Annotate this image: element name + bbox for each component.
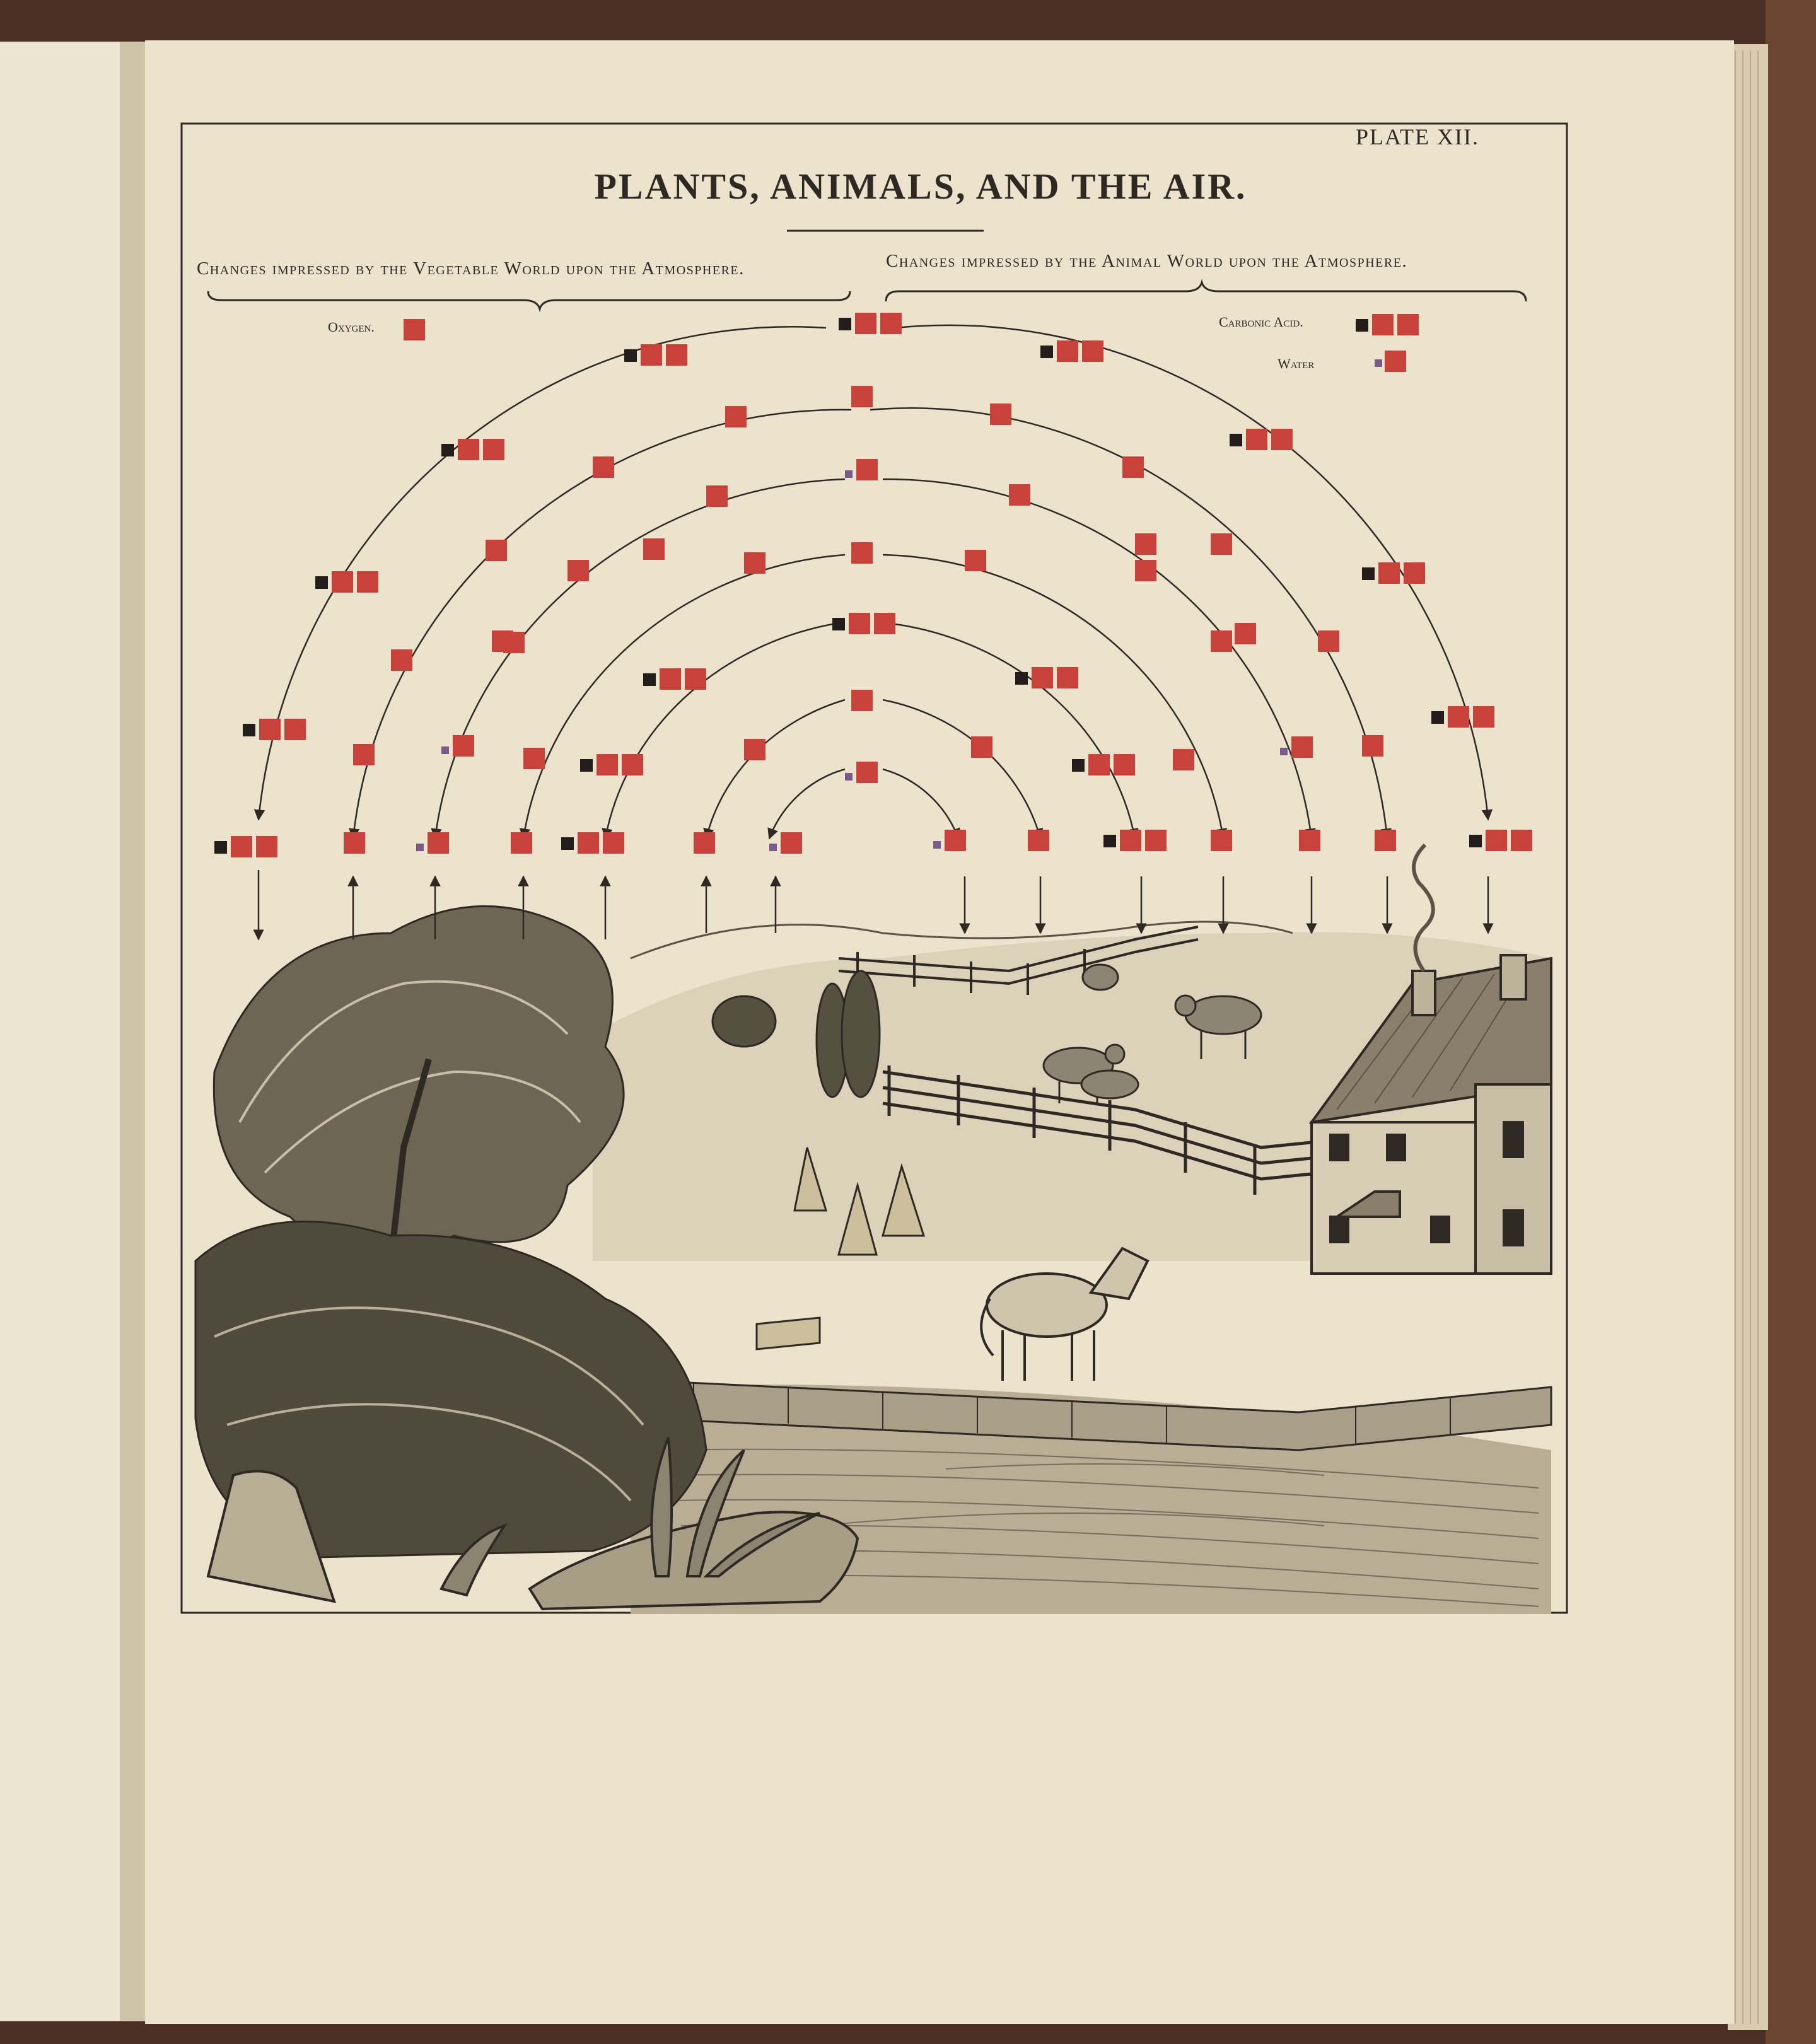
oxygen-square xyxy=(706,485,728,507)
oxygen-square xyxy=(256,836,277,857)
oxygen-square xyxy=(332,571,353,593)
carbon-square xyxy=(1431,711,1444,724)
oxygen-square xyxy=(1122,456,1144,478)
oxygen-square xyxy=(666,344,687,366)
oxygen-square xyxy=(1211,630,1232,652)
oxygen-square xyxy=(1028,830,1049,851)
oxygen-square xyxy=(694,832,715,854)
oxygen-square xyxy=(855,313,876,334)
water-square xyxy=(441,746,449,754)
oxygen-square xyxy=(1135,533,1156,555)
oxygen-square xyxy=(1135,560,1156,581)
oxygen-square xyxy=(404,319,425,340)
oxygen-square xyxy=(851,690,873,711)
carbon-square xyxy=(561,837,574,850)
oxygen-square xyxy=(486,540,507,561)
oxygen-square xyxy=(1057,667,1078,688)
oxygen-square xyxy=(353,744,375,765)
oxygen-square xyxy=(1057,340,1078,362)
oxygen-square xyxy=(1448,706,1469,728)
oxygen-square xyxy=(874,613,895,634)
oxygen-square xyxy=(641,344,662,366)
oxygen-square xyxy=(453,735,474,757)
oxygen-square xyxy=(231,836,252,857)
water-square xyxy=(845,773,853,781)
carbon-square xyxy=(1072,759,1085,772)
oxygen-square xyxy=(1009,484,1030,506)
oxygen-square xyxy=(428,832,449,854)
carbon-square xyxy=(1469,835,1482,847)
carbon-square xyxy=(243,724,255,736)
oxygen-square xyxy=(284,719,306,740)
oxygen-square xyxy=(578,832,599,854)
carbon-square xyxy=(1015,672,1028,685)
oxygen-square xyxy=(259,719,281,740)
oxygen-square xyxy=(725,406,747,427)
plate-number: PLATE XII. xyxy=(1356,124,1479,149)
oxygen-square xyxy=(1246,429,1267,450)
oxygen-square xyxy=(1120,830,1141,851)
oxygen-square xyxy=(945,830,966,851)
oxygen-square xyxy=(685,668,706,690)
oxygen-square xyxy=(643,538,665,560)
oxygen-square xyxy=(344,832,365,854)
oxygen-square xyxy=(603,832,624,854)
carbon-square xyxy=(580,759,593,772)
oxygen-square xyxy=(1235,623,1256,644)
legend-oxygen-label: Oxygen. xyxy=(328,319,375,335)
carbon-square xyxy=(624,349,637,362)
water-square xyxy=(1375,359,1382,367)
oxygen-square xyxy=(523,748,545,769)
oxygen-square xyxy=(781,832,802,854)
oxygen-square xyxy=(568,560,589,581)
oxygen-square xyxy=(622,754,643,775)
page-title: PLANTS, ANIMALS, AND THE AIR. xyxy=(594,166,1247,207)
oxygen-square xyxy=(1473,706,1494,728)
oxygen-square xyxy=(483,439,504,460)
oxygen-square xyxy=(1032,667,1053,688)
oxygen-square xyxy=(965,550,986,571)
oxygen-square xyxy=(856,762,878,783)
landscape-engraving xyxy=(195,845,1551,1614)
oxygen-square xyxy=(593,456,614,478)
oxygen-square xyxy=(1362,735,1383,757)
oxygen-square xyxy=(1299,830,1320,851)
oxygen-square xyxy=(849,613,870,634)
oxygen-square xyxy=(1114,754,1135,775)
vegetable-subtitle: Changes impressed by the Vegetable World upon the Atmosphere. xyxy=(197,258,745,279)
oxygen-square xyxy=(1145,830,1167,851)
oxygen-square xyxy=(597,754,618,775)
right-edge-cloth xyxy=(1766,0,1816,2044)
oxygen-square xyxy=(391,649,412,671)
oxygen-square xyxy=(744,552,765,574)
oxygen-square xyxy=(458,439,479,460)
oxygen-square xyxy=(1375,830,1396,851)
water-square xyxy=(933,841,941,849)
oxygen-square xyxy=(1404,562,1425,584)
oxygen-square xyxy=(1385,351,1406,372)
oxygen-square xyxy=(1291,736,1313,758)
oxygen-square xyxy=(492,630,513,652)
oxygen-square xyxy=(511,832,532,854)
oxygen-square xyxy=(1372,314,1394,335)
oxygen-square xyxy=(1211,533,1232,555)
animal-subtitle: Changes impressed by the Animal World upon the Atmosphere. xyxy=(886,251,1408,271)
oxygen-square xyxy=(880,313,902,334)
carbon-square xyxy=(1040,346,1053,358)
carbon-square xyxy=(1103,835,1116,847)
oxygen-square xyxy=(1397,314,1419,335)
carbon-square xyxy=(832,618,845,630)
carbon-square xyxy=(839,318,851,330)
oxygen-square xyxy=(851,542,873,564)
oxygen-square xyxy=(851,386,873,407)
oxygen-square xyxy=(1271,429,1293,450)
oxygen-square xyxy=(1486,830,1507,851)
oxygen-square xyxy=(1378,562,1400,584)
oxygen-square xyxy=(856,459,878,480)
legend-water-label: Water xyxy=(1278,356,1315,371)
oxygen-square xyxy=(1318,630,1339,652)
oxygen-square xyxy=(1088,754,1110,775)
carbon-square xyxy=(1362,567,1375,580)
oxygen-square xyxy=(990,404,1011,425)
oxygen-square xyxy=(971,736,992,758)
oxygen-square xyxy=(744,739,765,760)
oxygen-square xyxy=(1173,749,1194,770)
oxygen-square xyxy=(1511,830,1532,851)
oxygen-square xyxy=(1082,340,1103,362)
water-square xyxy=(845,470,853,478)
oxygen-square xyxy=(1211,830,1232,851)
carbon-square xyxy=(441,444,454,456)
carbon-square xyxy=(214,841,227,854)
oxygen-square xyxy=(660,668,681,690)
carbon-square xyxy=(315,576,328,589)
legend-carbonic-acid-label: Carbonic Acid. xyxy=(1219,314,1303,330)
water-square xyxy=(416,844,424,851)
carbon-square xyxy=(1230,434,1242,446)
carbon-square xyxy=(1356,319,1368,332)
water-square xyxy=(1280,748,1288,755)
water-square xyxy=(769,844,777,851)
oxygen-square xyxy=(357,571,378,593)
carbon-square xyxy=(643,673,656,686)
